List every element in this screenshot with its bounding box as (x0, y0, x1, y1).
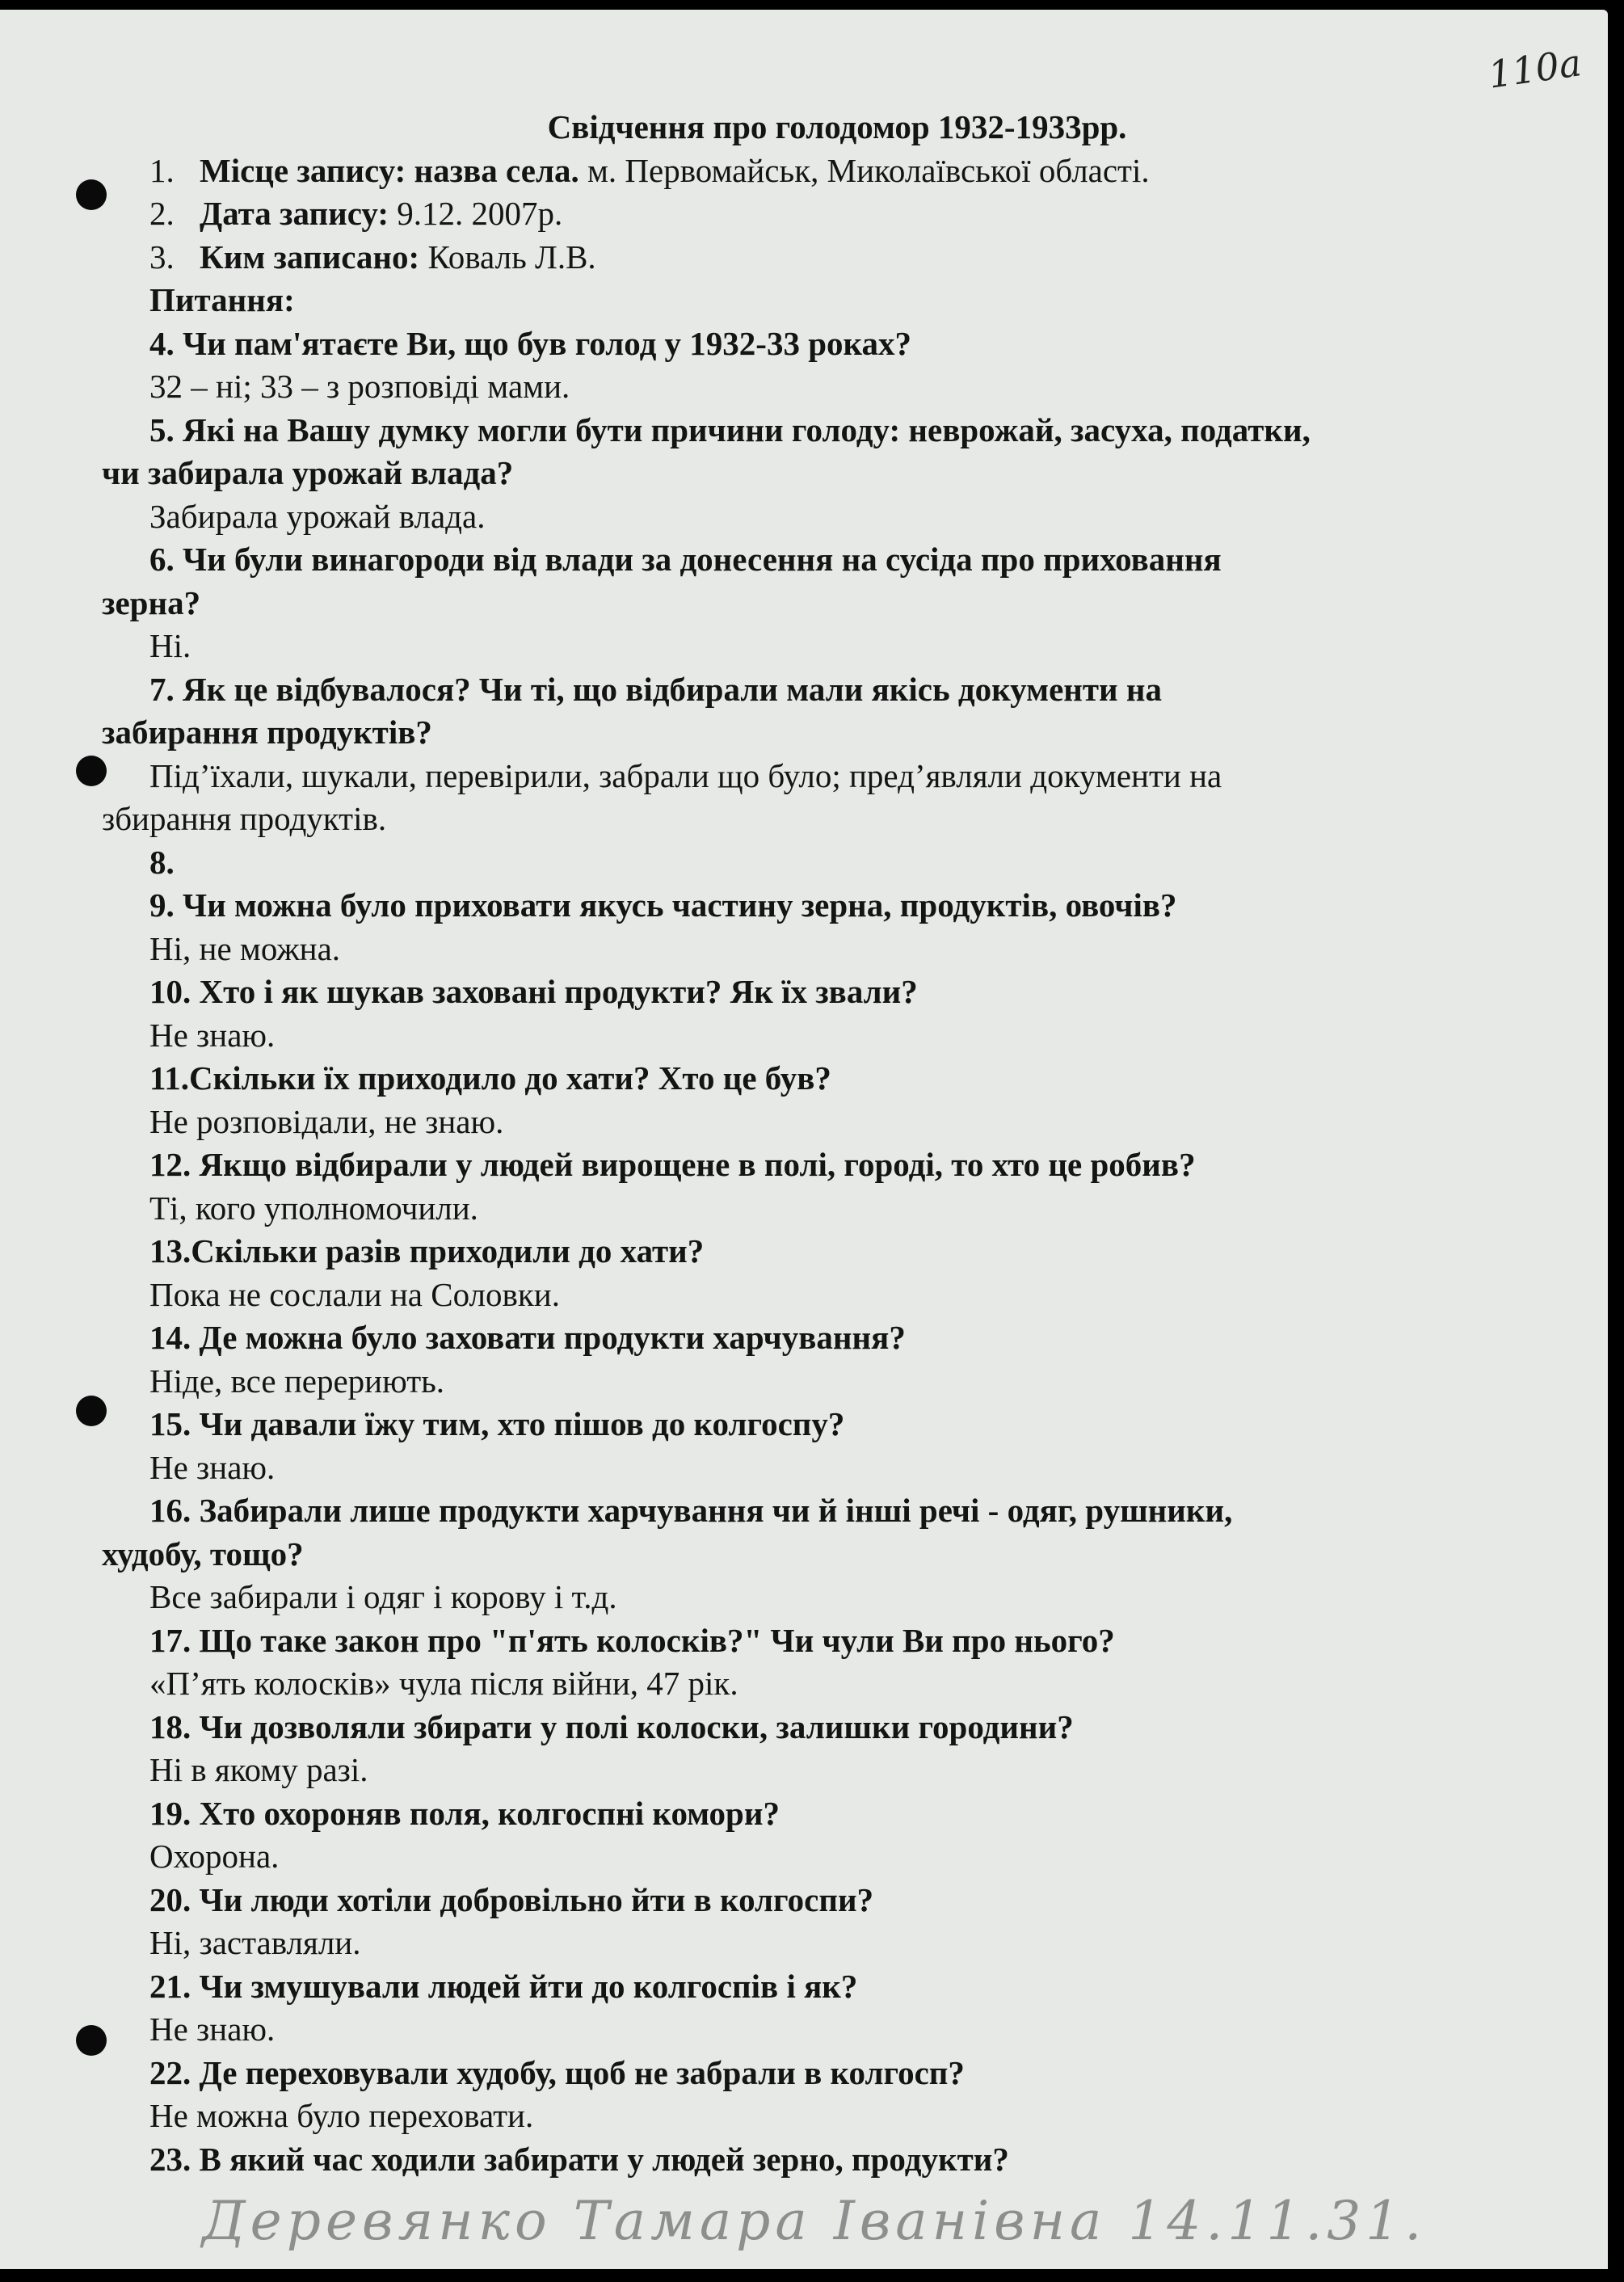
question-text: 23. В який час ходили забирати у людей зерно, продукти? (149, 2140, 1009, 2178)
answer-text: Під’їхали, шукали, перевірили, забрали що було; пред’являли документи на (149, 756, 1222, 794)
answer-text: Ні в якому разі. (149, 1751, 368, 1788)
item-number: 1. (149, 151, 175, 189)
qa-item (102, 1403, 1524, 1489)
question-text: забирання продуктів? (102, 714, 432, 751)
qa-item (102, 1706, 1524, 1792)
answer-text: збирання продуктів. (102, 800, 387, 837)
qa-item (102, 1316, 1524, 1403)
answer-text: Ні, заставляли. (149, 1924, 361, 1961)
question-text: 17. Що таке закон про "п'ять колосків?" Чи чули Ви про нього? (149, 1621, 1115, 1659)
answer-text: 32 – ні; 33 – з розповіді мами. (149, 368, 570, 405)
item-label: Ким записано: (200, 238, 420, 276)
item-value: Коваль Л.В. (419, 238, 596, 276)
answer-text: Все забирали і одяг і корову і т.д. (149, 1578, 617, 1615)
answer-text: Ніде, все перериють. (149, 1362, 445, 1400)
question-text: худобу, тощо? (102, 1535, 304, 1573)
question-text: 9. Чи можна було приховати якусь частину зерна, продуктів, овочів? (149, 886, 1177, 924)
qa-item (102, 322, 1524, 409)
question-text: 4. Чи пам'ятаєте Ви, що був голод у 1932-33 роках? (149, 324, 912, 362)
item-label: Дата запису: (200, 195, 389, 232)
answer-text: Не знаю. (149, 1448, 276, 1486)
header-item (102, 236, 1524, 280)
qa-item (102, 538, 1524, 668)
document-title: Свідчення про голодомор 1932-1933рр. (547, 108, 1127, 145)
question-text: 10. Хто і як шукав заховані продукти? Як їх звали? (149, 973, 918, 1010)
answer-text: Ті, кого уполномочили. (149, 1189, 478, 1227)
page-number: 110а (1485, 40, 1584, 97)
question-text: 18. Чи дозволяли збирати у полі колоски, залишки городини? (149, 1707, 1074, 1745)
question-text: 15. Чи давали їжу тим, хто пішов до колгоспу? (149, 1405, 845, 1442)
question-text: 14. Де можна було заховати продукти харчування? (149, 1319, 906, 1356)
qa-item (102, 668, 1524, 841)
qa-item (102, 841, 1524, 885)
answer-text: Ні, не можна. (149, 929, 341, 967)
section-label: Питання: (149, 281, 295, 318)
item-label: Місце запису: назва села. (200, 151, 579, 189)
item-number: 2. (149, 195, 175, 232)
question-text: 12. Якщо відбирали у людей вирощене в полі, городі, то хто це робив? (149, 1146, 1196, 1183)
header-item (102, 192, 1524, 236)
question-text: 19. Хто охороняв поля, колгоспні комори? (149, 1794, 780, 1832)
qa-item (102, 1143, 1524, 1230)
answer-text: Охорона. (149, 1838, 280, 1875)
answer-text: Забирала урожай влада. (149, 497, 486, 535)
qa-item (102, 970, 1524, 1057)
testimony-document (102, 106, 1524, 2181)
answer-text: Ні. (149, 627, 191, 664)
answer-text: «П’ять колосків» чула після війни, 47 рік. (149, 1665, 738, 1702)
qa-item (102, 1879, 1524, 1965)
answer-text: Не знаю. (149, 1016, 276, 1054)
qa-item (102, 1230, 1524, 1316)
question-text: 22. Де переховували худобу, щоб не забрали в колгосп? (149, 2053, 965, 2091)
question-text: 20. Чи люди хотіли добровільно йти в колгоспи? (149, 1880, 874, 1918)
qa-item (102, 409, 1524, 539)
question-text: 13.Скільки разів приходили до хати? (149, 1232, 705, 1269)
answer-text: Не знаю. (149, 2010, 276, 2048)
question-text: зерна? (102, 583, 201, 621)
question-text: 7. Як це відбувалося? Чи ті, що відбирали мали якісь документи на (149, 670, 1163, 708)
qa-item (102, 1057, 1524, 1143)
qa-item (102, 1965, 1524, 2052)
answer-text: Не розповідали, не знаю. (149, 1102, 504, 1140)
question-text: 21. Чи змушували людей йти до колгоспів і як? (149, 1967, 858, 2005)
question-text: 6. Чи були винагороди від влади за донесення на сусіда про приховання (149, 541, 1222, 578)
qa-item (102, 2052, 1524, 2138)
qa-item (102, 1619, 1524, 1706)
answer-text: Не можна було переховати. (149, 2097, 534, 2134)
qa-item (102, 1792, 1524, 1879)
question-text: чи забирала урожай влада? (102, 454, 514, 491)
question-text: 16. Забирали лише продукти харчування чи й інші речі - одяг, рушники, (149, 1492, 1233, 1529)
question-text: 8. (149, 843, 175, 881)
handwritten-signature: Деревянко Тамара Іванівна 14.11.31. (202, 2190, 1427, 2252)
qa-item (102, 2138, 1524, 2182)
item-value: м. Первомайськ, Миколаївської області. (578, 151, 1150, 189)
item-value: 9.12. 2007р. (389, 195, 563, 232)
questions-list (102, 322, 1524, 2182)
question-text: 11.Скільки їх приходило до хати? Хто це був? (149, 1059, 831, 1097)
qa-item (102, 884, 1524, 970)
answer-text: Пока не сослали на Соловки. (149, 1275, 560, 1313)
item-number: 3. (149, 238, 175, 276)
qa-item (102, 1489, 1524, 1619)
header-item (102, 149, 1524, 193)
question-text: 5. Які на Вашу думку могли бути причини голоду: неврожай, засуха, податки, (149, 411, 1311, 448)
